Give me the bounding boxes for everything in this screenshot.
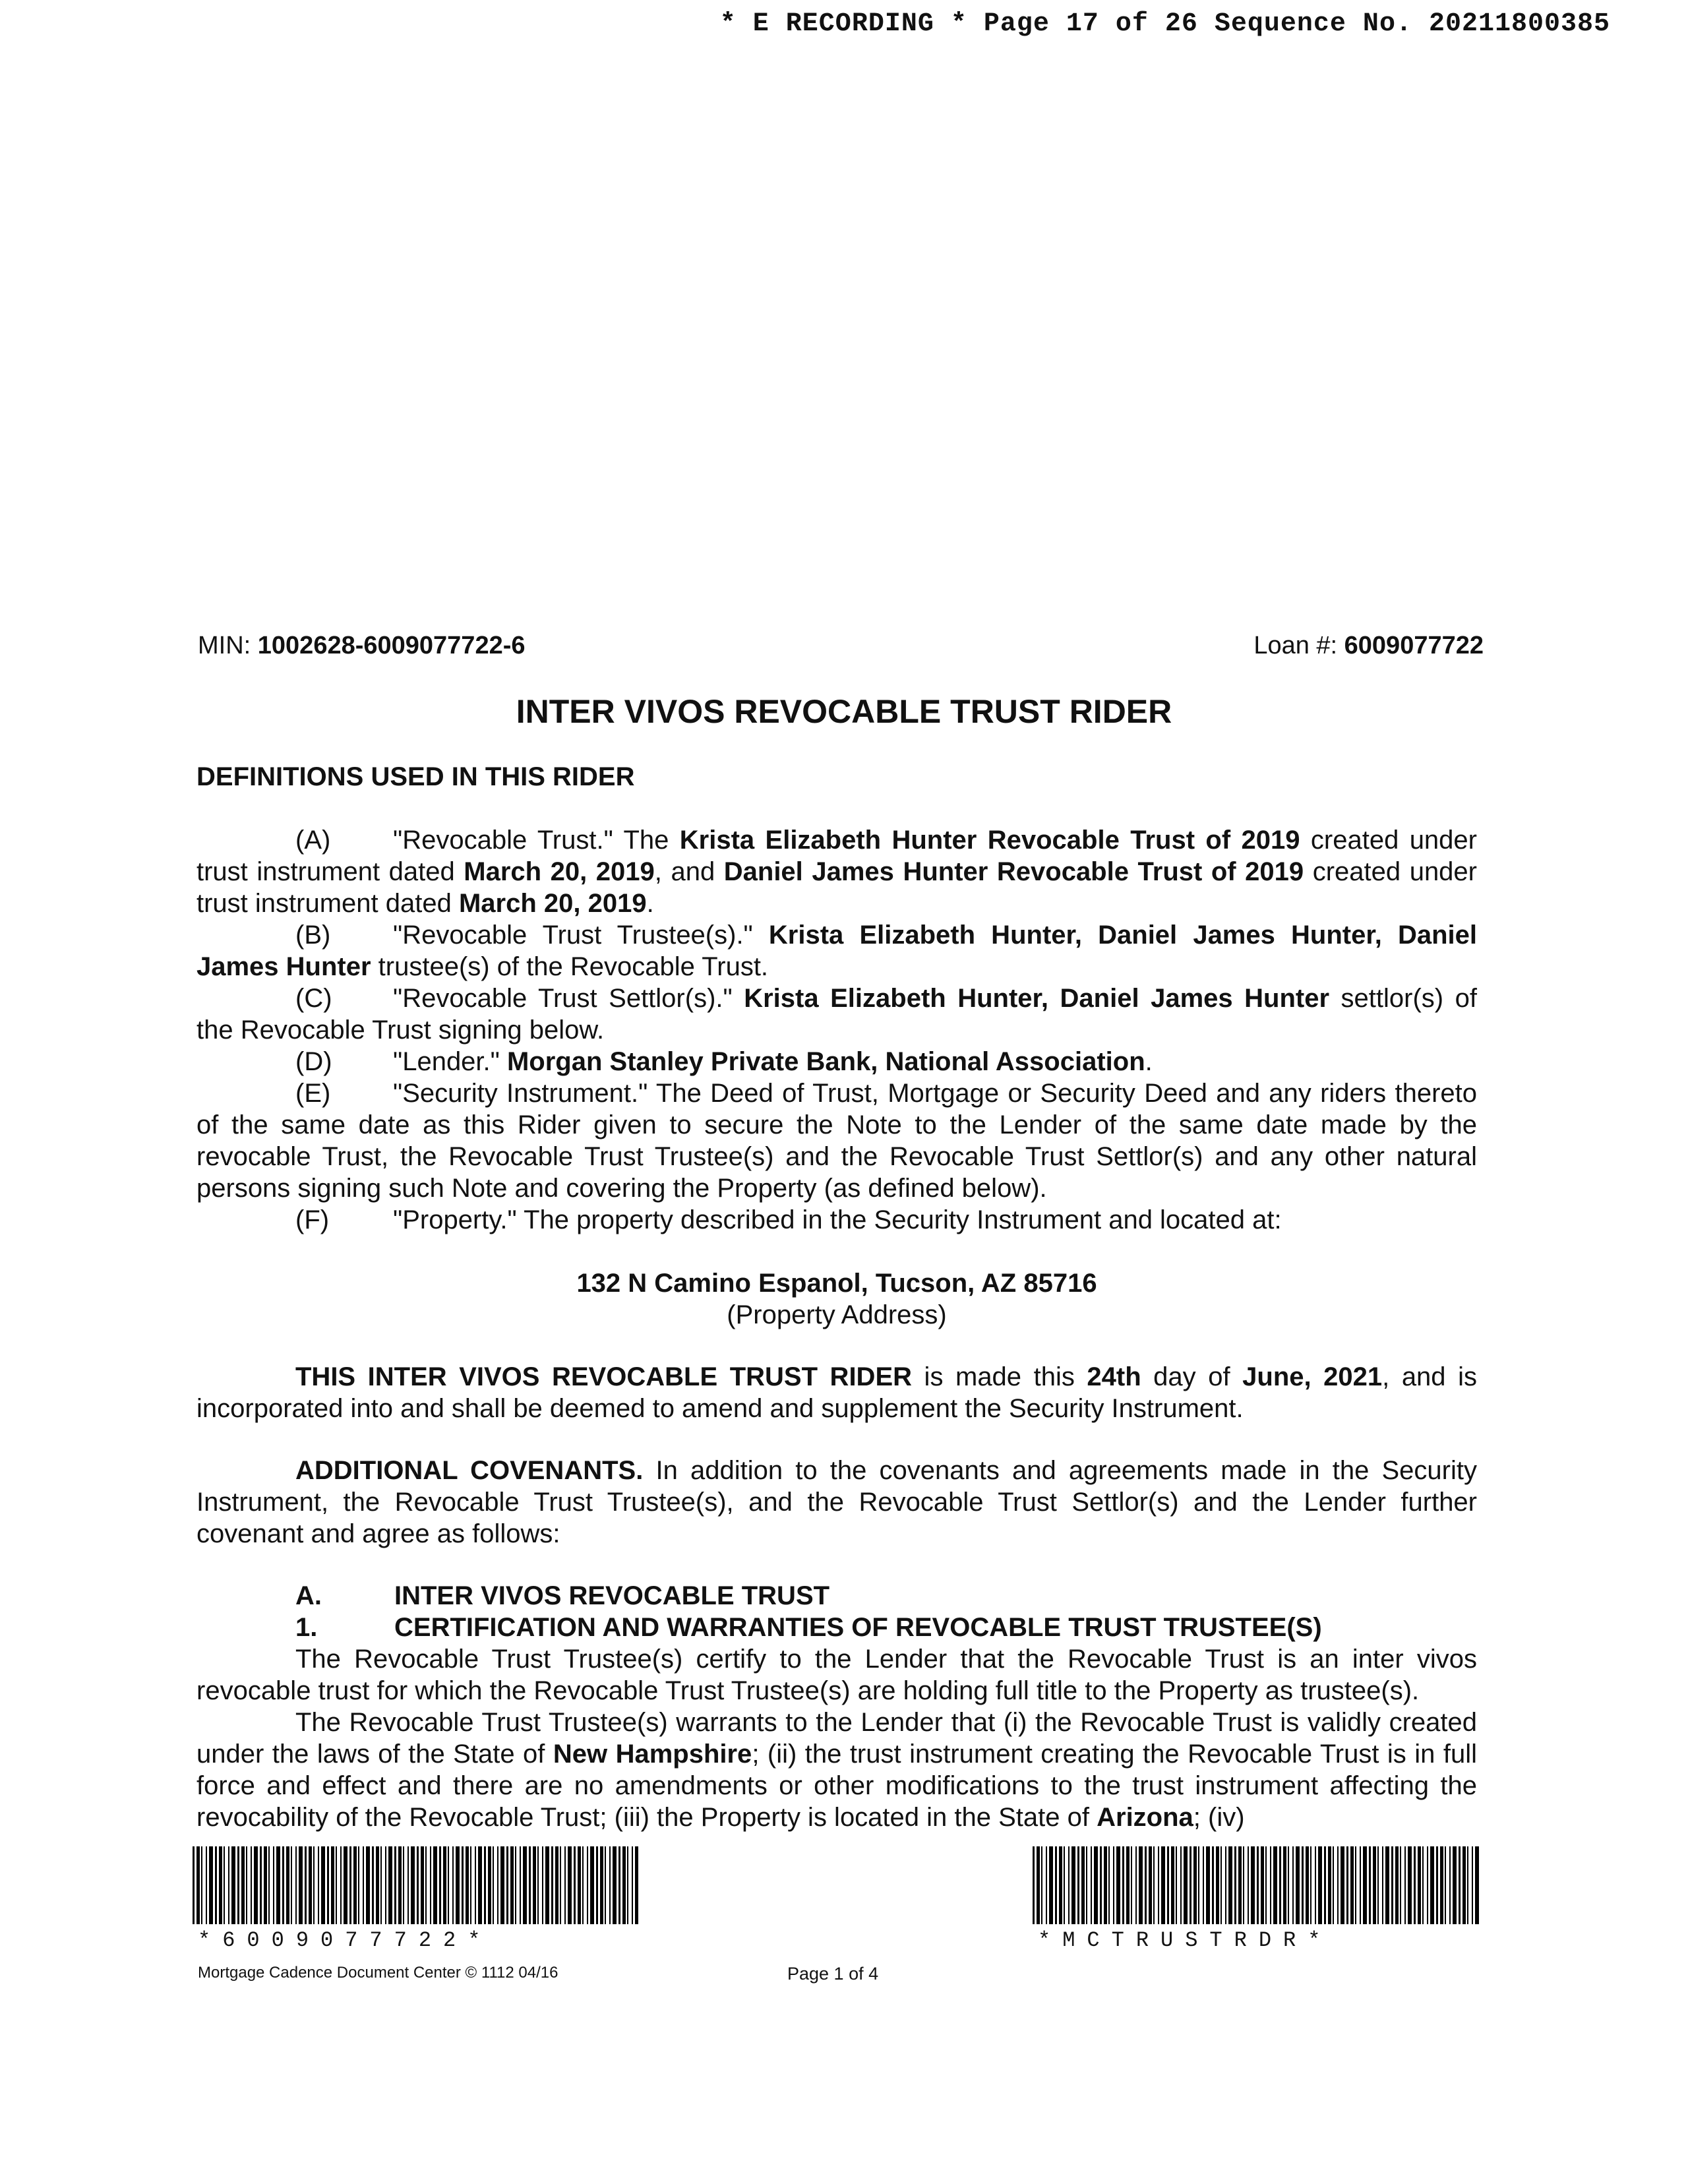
section-a-heading: A. INTER VIVOS REVOCABLE TRUST bbox=[295, 1581, 830, 1610]
document-body bbox=[196, 761, 1477, 1833]
definition-e: (E) "Security Instrument." The Deed of Trust, Mortgage or Security Deed and any riders thereto of the same date as this Rider given to secure the Note to the Lender of the same date made by the revocable Trust, the Revocable Trust Trustee(s) and the Revocable Trust Settlor(s) and any other natural persons signing such Note and covering the Property (as defined below). bbox=[196, 1079, 1477, 1203]
document-barcode-text: *MCTRUSTRDR* bbox=[1038, 1928, 1333, 1953]
property-address-caption: (Property Address) bbox=[727, 1300, 947, 1329]
definitions-heading: DEFINITIONS USED IN THIS RIDER bbox=[196, 762, 635, 791]
loan-barcode-text: *6009077722* bbox=[198, 1928, 493, 1953]
definition-a: (A) "Revocable Trust." The Krista Elizabeth Hunter Revocable Trust of 2019 created under trust instrument dated March 20, 2019, and Daniel James Hunter Revocable Trust of 2019 created under trust instrument dated March 20, 2019. bbox=[196, 826, 1477, 918]
identifier-row bbox=[198, 632, 1484, 660]
made-clause: THIS INTER VIVOS REVOCABLE TRUST RIDER is made this 24th day of June, 2021, and is incorporated into and shall be deemed to amend and supplement the Security Instrument. bbox=[196, 1362, 1477, 1423]
definition-b: (B) "Revocable Trust Trustee(s)." Krista Elizabeth Hunter, Daniel James Hunter, Daniel James Hunter trustee(s) of the Revocable Trust. bbox=[196, 921, 1477, 981]
additional-covenants: ADDITIONAL COVENANTS. In addition to the covenants and agreements made in the Security Instrument, the Revocable Trust Trustee(s), and the Revocable Trust Settlor(s) and the Lender further covenant and agree as follows: bbox=[196, 1456, 1477, 1548]
certification-paragraph: The Revocable Trust Trustee(s) certify to the Lender that the Revocable Trust is an inter vivos revocable trust for which the Revocable Trust Trustee(s) are holding full title to the Property as trustee(s). bbox=[196, 1645, 1477, 1705]
min-number: MIN: 1002628-6009077722-6 bbox=[198, 632, 526, 659]
definition-d: (D) "Lender." Morgan Stanley Private Bank, National Association. bbox=[295, 1047, 1153, 1076]
definition-f: (F) "Property." The property described in the Security Instrument and located at: bbox=[295, 1205, 1282, 1234]
footer-form-id: Mortgage Cadence Document Center © 1112 04/16 bbox=[198, 1964, 558, 1982]
page-number: Page 1 of 4 bbox=[787, 1964, 879, 1984]
recording-stamp: * E RECORDING * Page 17 of 26 Sequence No. 20211800385 bbox=[719, 9, 1610, 39]
warranty-paragraph: The Revocable Trust Trustee(s) warrants to the Lender that (i) the Revocable Trust is validly created under the laws of the State of New Hampshire; (ii) the trust instrument creating the Revocable Trust is in full force and effect and there are no amendments or other modifications to the trust instrument affecting the revocability of the Revocable Trust; (iii) the Property is located in the State of Arizona; (iv) bbox=[196, 1708, 1477, 1832]
property-address: 132 N Camino Espanol, Tucson, AZ 85716 bbox=[576, 1269, 1097, 1298]
section-1-heading: 1. CERTIFICATION AND WARRANTIES OF REVOCABLE TRUST TRUSTEE(S) bbox=[295, 1613, 1322, 1642]
definition-c: (C) "Revocable Trust Settlor(s)." Krista Elizabeth Hunter, Daniel James Hunter settlor(s) of the Revocable Trust signing below. bbox=[196, 984, 1477, 1045]
loan-number: Loan #: 6009077722 bbox=[1253, 632, 1484, 659]
loan-barcode bbox=[193, 1846, 638, 1924]
document-barcode bbox=[1033, 1846, 1480, 1924]
document-title: INTER VIVOS REVOCABLE TRUST RIDER bbox=[516, 693, 1172, 730]
